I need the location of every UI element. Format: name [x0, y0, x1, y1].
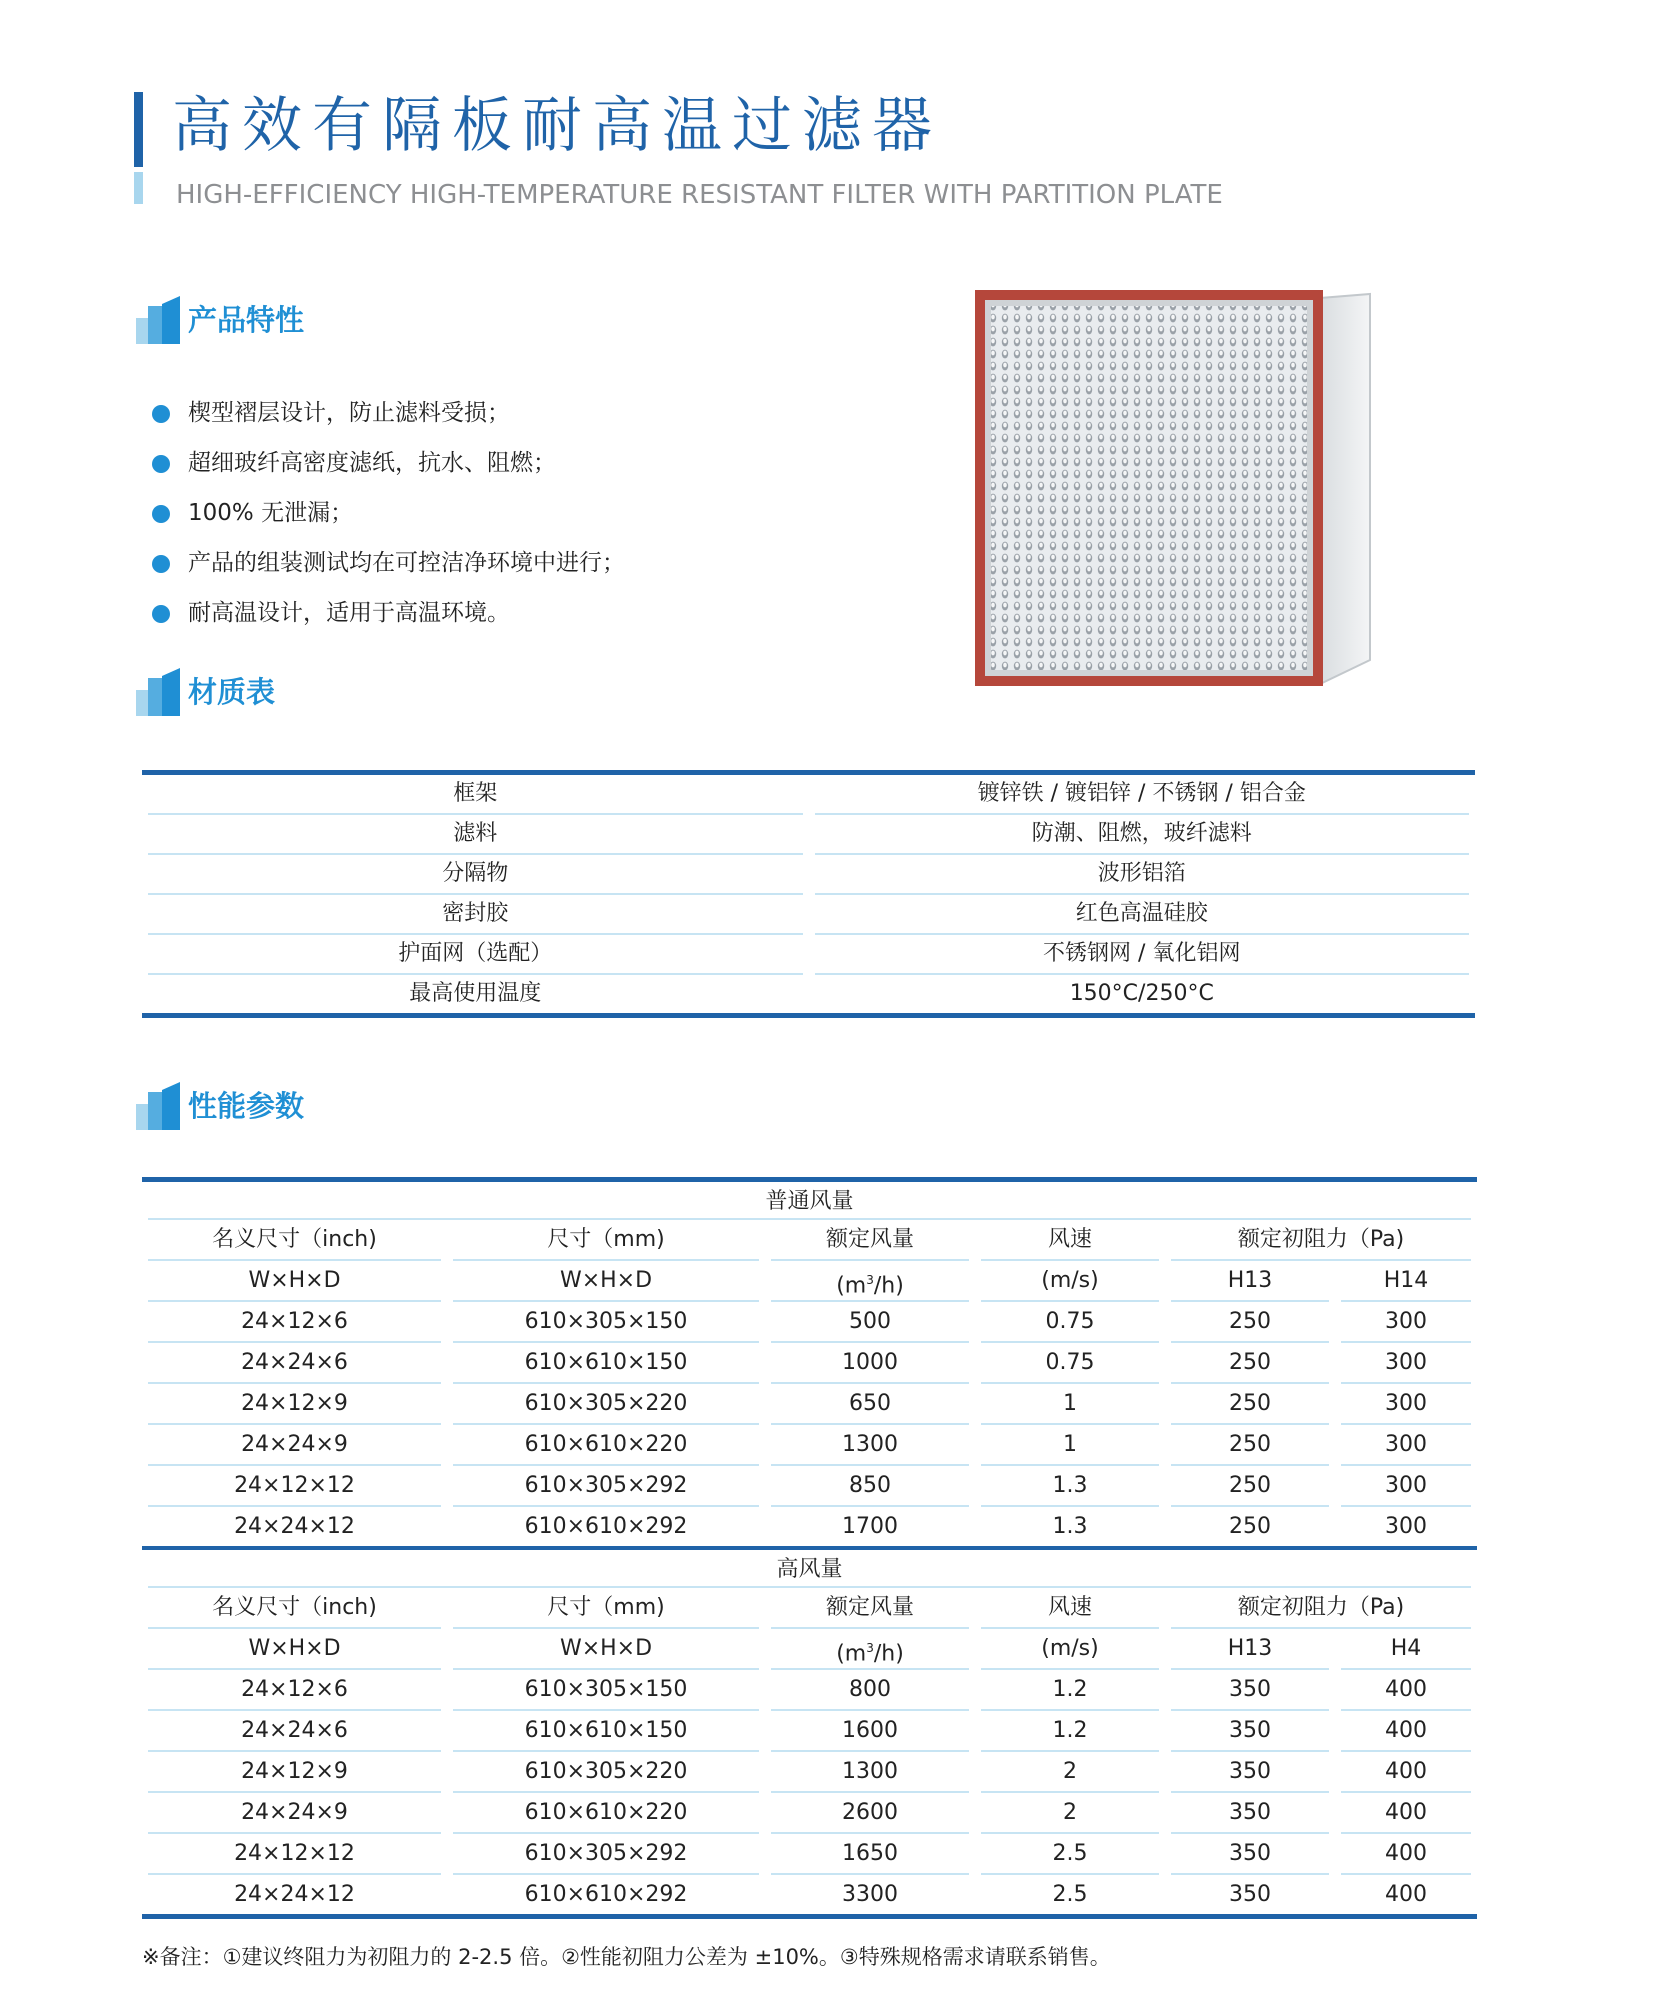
material-value-cell: 不锈钢网 / 氧化铝网: [809, 935, 1476, 975]
data-cell: 1300: [765, 1752, 975, 1793]
material-name-cell: 分隔物: [142, 855, 809, 895]
data-cell: 3300: [842, 1882, 898, 1907]
unit-cell: (m/s): [975, 1629, 1165, 1670]
data-cell: 1: [975, 1425, 1165, 1466]
data-cell: 350: [1229, 1882, 1271, 1907]
data-cell: 24×24×6: [142, 1711, 447, 1752]
table-row: [142, 1711, 1477, 1752]
footnote: ※备注：①建议终阻力为初阻力的 2-2.5 倍。②性能初阻力公差为 ±10%。③特殊规格需求请联系销售。: [142, 1945, 1111, 1969]
table-row: [142, 855, 1475, 895]
data-cell: 24×24×6: [142, 1343, 447, 1384]
data-cell: 300: [1335, 1466, 1477, 1507]
bullet-icon: [152, 455, 170, 473]
material-name-cell: 密封胶: [142, 895, 809, 935]
table-row: [142, 775, 1475, 815]
page-subtitle: HIGH-EFFICIENCY HIGH-TEMPERATURE RESISTANT FILTER WITH PARTITION PLATE: [176, 180, 1223, 210]
unit-cell: H14: [1335, 1261, 1477, 1302]
data-cell: 250: [1165, 1384, 1335, 1425]
column-header: 尺寸（mm): [447, 1220, 765, 1261]
data-cell: 24×12×12: [142, 1834, 447, 1875]
group-title-row: [142, 1182, 1477, 1220]
data-cell: 24×12×9: [142, 1752, 447, 1793]
materials-table: [142, 770, 1475, 1018]
data-cell: 2: [975, 1752, 1165, 1793]
data-cell: 24×24×12: [234, 1882, 355, 1907]
data-cell: 300: [1335, 1343, 1477, 1384]
table-row: [142, 1834, 1477, 1875]
table-row: [142, 1793, 1477, 1834]
data-cell: 1650: [765, 1834, 975, 1875]
list-item: 超细玻纤高密度滤纸，抗水、阻燃；: [150, 438, 750, 488]
data-cell: 610×610×292: [447, 1507, 765, 1550]
header-row: [142, 1588, 1477, 1629]
group-title-cell: 普通风量: [142, 1182, 1477, 1220]
data-cell: 250: [1165, 1507, 1335, 1550]
data-cell: 350: [1165, 1752, 1335, 1793]
page-title: 高效有隔板耐高温过滤器: [172, 91, 942, 161]
data-cell: 2: [975, 1793, 1165, 1834]
data-cell: 24×12×6: [142, 1670, 447, 1711]
column-header: 风速: [975, 1588, 1165, 1629]
data-cell: 610×305×150: [447, 1670, 765, 1711]
data-cell: 350: [1165, 1834, 1335, 1875]
section-performance-label: 性能参数: [188, 1089, 305, 1123]
data-cell: 400: [1335, 1752, 1477, 1793]
units-row: [142, 1261, 1477, 1302]
table-row: [142, 1875, 1477, 1914]
bullet-icon: [152, 405, 170, 423]
table-row: [142, 1670, 1477, 1711]
subtitle-accent-bar: [134, 172, 143, 204]
data-cell: 650: [765, 1384, 975, 1425]
bullet-icon: [152, 605, 170, 623]
table-row: [142, 1343, 1477, 1384]
table-row: [142, 1384, 1477, 1425]
data-cell: 24×12×12: [142, 1466, 447, 1507]
title-accent-bar: [134, 92, 143, 167]
data-cell: 610×610×150: [447, 1343, 765, 1384]
data-cell: 610×305×292: [447, 1466, 765, 1507]
data-cell: 300: [1335, 1384, 1477, 1425]
data-cell: 500: [765, 1302, 975, 1343]
filter-product-image: [975, 288, 1375, 688]
data-cell: 2.5: [975, 1834, 1165, 1875]
data-cell: 400: [1335, 1670, 1477, 1711]
data-cell: 0.75: [975, 1343, 1165, 1384]
data-cell: 1.3: [975, 1507, 1165, 1550]
data-cell: 250: [1165, 1343, 1335, 1384]
section-performance-heading: [136, 1082, 436, 1136]
unit-cell: (m/s): [975, 1261, 1165, 1302]
table-row: [142, 1302, 1477, 1343]
data-cell: 400: [1335, 1834, 1477, 1875]
data-cell: 800: [765, 1670, 975, 1711]
data-cell: 300: [1335, 1507, 1477, 1550]
material-name-cell: 滤料: [142, 815, 809, 855]
section-bars-icon: [136, 296, 180, 344]
data-cell: 610×305×292: [447, 1834, 765, 1875]
material-value-cell: 150°C/250°C: [1069, 981, 1214, 1006]
data-cell: 350: [1165, 1711, 1335, 1752]
data-cell: 610×305×220: [447, 1384, 765, 1425]
data-cell: 24×12×9: [142, 1384, 447, 1425]
column-header: 额定初阻力（Pa): [1165, 1588, 1477, 1629]
table-row: [142, 935, 1475, 975]
data-cell: 24×24×9: [142, 1793, 447, 1834]
data-cell: 610×610×220: [447, 1793, 765, 1834]
table-row: [142, 1507, 1477, 1550]
material-value-cell: 防潮、阻燃，玻纤滤料: [809, 815, 1476, 855]
unit-cell: $(m^3/h)$: [765, 1629, 975, 1670]
data-cell: 0.75: [975, 1302, 1165, 1343]
section-features-heading: [136, 296, 436, 350]
unit-cell: $(m^3/h)$: [765, 1261, 975, 1302]
unit-cell: W×H×D: [447, 1629, 765, 1670]
data-cell: 610×305×150: [447, 1302, 765, 1343]
data-cell: 1: [975, 1384, 1165, 1425]
group-title-cell: 高风量: [142, 1550, 1477, 1588]
data-cell: 610×610×220: [447, 1425, 765, 1466]
data-cell: 400: [1335, 1793, 1477, 1834]
section-bars-icon: [136, 668, 180, 716]
section-features-label: 产品特性: [188, 303, 305, 337]
column-header: 额定风量: [765, 1588, 975, 1629]
material-value-cell: 镀锌铁 / 镀铝锌 / 不锈钢 / 铝合金: [809, 775, 1476, 815]
data-cell: 1300: [765, 1425, 975, 1466]
data-cell: 850: [765, 1466, 975, 1507]
column-header: 名义尺寸（inch): [142, 1220, 447, 1261]
column-header: 风速: [975, 1220, 1165, 1261]
column-header: 名义尺寸（inch): [142, 1588, 447, 1629]
material-name-cell: 最高使用温度: [409, 981, 542, 1006]
data-cell: 24×12×6: [142, 1302, 447, 1343]
unit-cell: H4: [1335, 1629, 1477, 1670]
section-materials-label: 材质表: [188, 675, 276, 709]
data-cell: 2.5: [1052, 1882, 1088, 1907]
unit-cell: W×H×D: [142, 1629, 447, 1670]
section-bars-icon: [136, 1082, 180, 1130]
data-cell: 1.2: [975, 1670, 1165, 1711]
data-cell: 1700: [765, 1507, 975, 1550]
data-cell: 400: [1335, 1711, 1477, 1752]
material-name-cell: 护面网（选配）: [142, 935, 809, 975]
list-item: 100% 无泄漏；: [150, 488, 750, 538]
performance-table: [142, 1177, 1477, 1919]
data-cell: 350: [1165, 1670, 1335, 1711]
data-cell: 300: [1335, 1302, 1477, 1343]
column-header: 额定风量: [765, 1220, 975, 1261]
data-cell: 250: [1165, 1466, 1335, 1507]
data-cell: 400: [1385, 1882, 1428, 1907]
bullet-icon: [152, 505, 170, 523]
data-cell: 24×24×9: [142, 1425, 447, 1466]
material-value-cell: 波形铝箔: [809, 855, 1476, 895]
material-name-cell: 框架: [142, 775, 809, 815]
feature-list: [150, 388, 750, 638]
table-row: [142, 1466, 1477, 1507]
data-cell: 24×24×12: [142, 1507, 447, 1550]
data-cell: 610×610×292: [524, 1882, 688, 1907]
unit-cell: W×H×D: [142, 1261, 447, 1302]
data-cell: 350: [1165, 1793, 1335, 1834]
unit-cell: W×H×D: [447, 1261, 765, 1302]
units-row: [142, 1629, 1477, 1670]
material-value-cell: 红色高温硅胶: [809, 895, 1476, 935]
data-cell: 610×305×220: [447, 1752, 765, 1793]
bullet-icon: [152, 555, 170, 573]
data-cell: 1.2: [975, 1711, 1165, 1752]
table-row: [142, 1425, 1477, 1466]
unit-cell: H13: [1165, 1261, 1335, 1302]
data-cell: 610×610×150: [447, 1711, 765, 1752]
list-item: 产品的组装测试均在可控洁净环境中进行；: [150, 538, 750, 588]
table-row: [142, 975, 1475, 1013]
group-title-row: [142, 1550, 1477, 1588]
data-cell: 2600: [765, 1793, 975, 1834]
data-cell: 1600: [765, 1711, 975, 1752]
table-row: [142, 1752, 1477, 1793]
header-row: [142, 1220, 1477, 1261]
data-cell: 250: [1165, 1425, 1335, 1466]
column-header: 额定初阻力（Pa): [1165, 1220, 1477, 1261]
section-materials-heading: [136, 668, 436, 722]
column-header: 尺寸（mm): [447, 1588, 765, 1629]
unit-cell: H13: [1165, 1629, 1335, 1670]
data-cell: 250: [1165, 1302, 1335, 1343]
list-item: 耐高温设计，适用于高温环境。: [150, 588, 750, 638]
table-row: [142, 895, 1475, 935]
data-cell: 300: [1335, 1425, 1477, 1466]
data-cell: 1000: [765, 1343, 975, 1384]
data-cell: 1.3: [975, 1466, 1165, 1507]
table-row: [142, 815, 1475, 855]
list-item: 楔型褶层设计，防止滤料受损；: [150, 388, 750, 438]
